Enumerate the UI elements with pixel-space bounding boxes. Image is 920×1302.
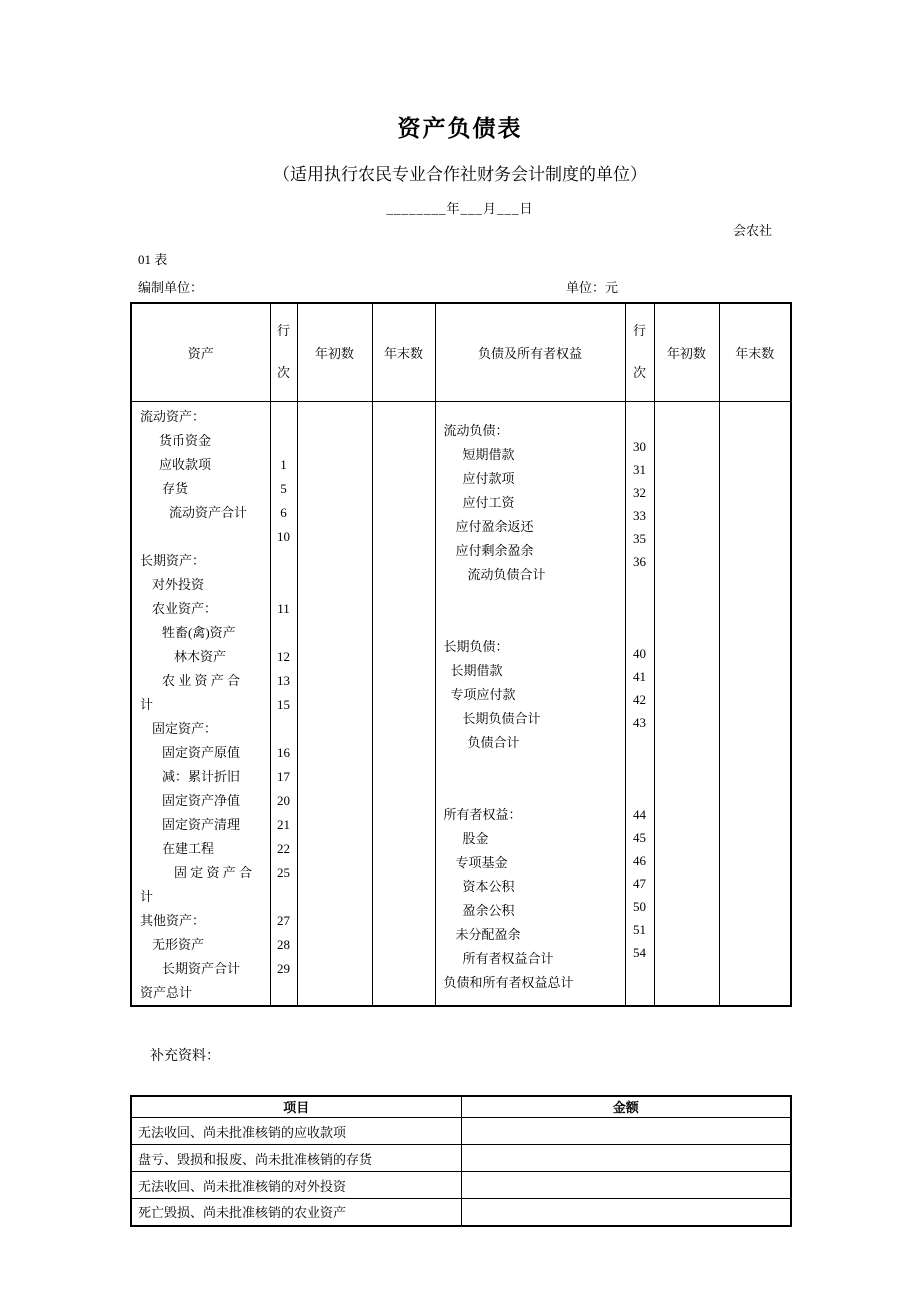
supplement-label: 补充资料：: [150, 1048, 220, 1064]
asset-line: 减：累计折旧: [162, 768, 241, 784]
liability-line-no: 31: [633, 461, 646, 477]
supp-amount-cell: [461, 1172, 791, 1199]
form-number: 01 表: [138, 252, 168, 267]
asset-line-no: 10: [277, 528, 290, 544]
col-header-end-left: 年末数: [372, 303, 435, 401]
liability-line: 应付款项: [462, 470, 515, 486]
liability-line-no: 45: [633, 829, 646, 845]
unit-label: 单位：元: [565, 280, 618, 295]
supp-item-label: 死亡毁损、尚未批准核销的农业资产: [131, 1199, 461, 1226]
liability-line: 短期借款: [462, 446, 515, 462]
liability-line: 股金: [462, 830, 489, 846]
asset-line-no: 13: [277, 672, 290, 688]
liability-line-no: 42: [633, 691, 646, 707]
asset-line: 长期资产合计: [162, 960, 241, 976]
liability-line-no: 41: [633, 668, 646, 684]
liability-line-no: [626, 573, 654, 596]
asset-line-no: [271, 981, 297, 1005]
liability-line-no: 35: [633, 530, 646, 546]
liabilities-begin-value-cell: [654, 401, 719, 1006]
asset-line-no: [271, 717, 297, 741]
asset-line-no: 29: [277, 960, 290, 976]
liability-line: 应付盈余返还: [455, 518, 534, 534]
asset-line: 长期资产：: [140, 552, 206, 568]
liability-line: 资本公积: [462, 878, 515, 894]
asset-line-no: [271, 573, 297, 597]
liability-line-no: 54: [633, 944, 646, 960]
asset-line: 其他资产：: [140, 912, 206, 928]
liability-line-no: 50: [633, 898, 646, 914]
supplement-header-row: [131, 1096, 791, 1118]
asset-line-no: 11: [277, 600, 290, 616]
supp-amount-cell: [461, 1118, 791, 1145]
asset-line-no: 6: [280, 504, 287, 520]
page-subtitle: （适用执行农民专业合作社财务会计制度的单位）: [273, 165, 647, 184]
document-page: [130, 0, 790, 1227]
supplement-table: [130, 1095, 792, 1227]
liability-line-no: 44: [633, 806, 646, 822]
asset-line-no: 16: [277, 744, 290, 760]
col-header-begin-left: 年初数: [297, 303, 372, 401]
asset-line-no: 20: [277, 792, 290, 808]
liabilities-labels-cell: [435, 401, 625, 1006]
liability-line-no: 32: [633, 484, 646, 500]
liability-line-no: 30: [633, 438, 646, 454]
liability-line-no: 51: [633, 921, 646, 937]
liability-line: [444, 779, 623, 803]
asset-line-no: [271, 621, 297, 645]
assets-end-value-cell: [372, 401, 435, 1006]
liability-line-no: 43: [633, 714, 646, 730]
org-label: 会农社: [732, 223, 772, 238]
asset-line-no: 1: [280, 456, 287, 472]
asset-line: 固 定 资 产 合: [174, 864, 253, 880]
liability-line: 专项应付款: [450, 686, 516, 702]
supplement-row: [131, 1199, 791, 1226]
liability-line-no: [626, 757, 654, 780]
asset-line-no: [271, 885, 297, 909]
liability-line: [444, 611, 623, 635]
supp-item-label: 无法收回、尚未批准核销的对外投资: [131, 1172, 461, 1199]
asset-line-no: [271, 549, 297, 573]
col-header-line-no-right: 行次: [625, 303, 654, 401]
assets-line-no-cell: [270, 401, 297, 1006]
liability-line: 负债和所有者权益总计: [443, 974, 574, 990]
supp-item-label: 无法收回、尚未批准核销的应收款项: [131, 1118, 461, 1145]
col-header-line-no-left: 行次: [270, 303, 297, 401]
asset-line-no: 21: [277, 816, 290, 832]
liability-line: 所有者权益合计: [462, 950, 554, 966]
col-header-end-right: 年末数: [719, 303, 791, 401]
liability-line: 专项基金: [455, 854, 508, 870]
liability-line: [444, 755, 623, 779]
liability-line-no: [626, 619, 654, 642]
asset-line-no: 15: [277, 696, 290, 712]
supplement-row: [131, 1118, 791, 1145]
supplement-row: [131, 1145, 791, 1172]
liability-line: [444, 587, 623, 611]
balance-sheet-table: [130, 302, 792, 1007]
asset-line: 计: [140, 696, 154, 712]
liability-line-no: 40: [633, 645, 646, 661]
supp-amount-cell: [461, 1199, 791, 1226]
asset-line-no: 5: [280, 480, 287, 496]
liabilities-end-value-cell: [719, 401, 791, 1006]
liability-line-no: [626, 596, 654, 619]
asset-line: 农业资产：: [152, 600, 218, 616]
col-header-assets: 资产: [131, 303, 270, 401]
table-header-row: [131, 303, 791, 401]
liability-line: 所有者权益：: [443, 806, 522, 822]
supp-header-item: 项目: [131, 1096, 461, 1118]
asset-line: 计: [140, 888, 154, 904]
liability-line: 负债合计: [467, 734, 520, 750]
asset-line: 对外投资: [152, 576, 205, 592]
supp-item-label: 盘亏、毁损和报废、尚未批准核销的存货: [131, 1145, 461, 1172]
liability-line: 应付工资: [462, 494, 515, 510]
asset-line: [140, 525, 268, 549]
page-title: 资产负债表: [397, 116, 523, 141]
col-header-begin-right: 年初数: [654, 303, 719, 401]
table-body-row: [131, 401, 791, 1006]
asset-line: 固定资产清理: [162, 816, 241, 832]
liability-line: 流动负债合计: [467, 566, 546, 582]
liability-line: 长期借款: [450, 662, 503, 678]
asset-line: 流动资产合计: [169, 504, 248, 520]
asset-line-no: [271, 405, 297, 429]
asset-line: 固定资产原值: [162, 744, 241, 760]
asset-line-no: 28: [277, 936, 290, 952]
meta-row: [130, 277, 790, 296]
supp-amount-cell: [461, 1145, 791, 1172]
asset-line: 牲畜(禽)资产: [162, 624, 236, 640]
asset-line: 应收款项: [159, 456, 212, 472]
asset-line: 存货: [162, 480, 189, 496]
asset-line-no: 27: [277, 912, 290, 928]
liability-line: 应付剩余盈余: [455, 542, 534, 558]
liability-line-no: [626, 734, 654, 757]
asset-line: 在建工程: [162, 840, 215, 856]
liability-line-no: 33: [633, 507, 646, 523]
assets-labels-cell: [131, 401, 270, 1006]
asset-line-no: 22: [277, 840, 290, 856]
asset-line: 资产总计: [140, 984, 193, 1000]
supplement-row: [131, 1172, 791, 1199]
asset-line-no: 12: [277, 648, 290, 664]
asset-line-no: 17: [277, 768, 290, 784]
asset-line: 货币资金: [159, 432, 212, 448]
asset-line-no: [271, 429, 297, 453]
liability-line-no: [626, 780, 654, 803]
liability-line: 长期负债合计: [462, 710, 541, 726]
asset-line: 林木资产: [174, 648, 227, 664]
date-line: ________年___月___日: [386, 201, 534, 216]
asset-line: 无形资产: [152, 936, 205, 952]
supp-header-amount: 金额: [461, 1096, 791, 1118]
col-header-liabilities: 负债及所有者权益: [435, 303, 625, 401]
liabilities-line-no-cell: [625, 401, 654, 1006]
assets-begin-value-cell: [297, 401, 372, 1006]
asset-line: 流动资产：: [140, 408, 206, 424]
liability-line: 流动负债：: [443, 422, 509, 438]
asset-line: 农 业 资 产 合: [162, 672, 241, 688]
liability-line: 未分配盈余: [455, 926, 521, 942]
asset-line: 固定资产净值: [162, 792, 241, 808]
prepared-by-label: 编制单位：: [138, 280, 204, 295]
asset-line: 固定资产：: [152, 720, 218, 736]
liability-line-no: 47: [633, 875, 646, 891]
asset-line-no: 25: [277, 864, 290, 880]
liability-line-no: 46: [633, 852, 646, 868]
liability-line: 长期负债：: [443, 638, 509, 654]
liability-line-no: 36: [633, 553, 646, 569]
liability-line: 盈余公积: [462, 902, 515, 918]
